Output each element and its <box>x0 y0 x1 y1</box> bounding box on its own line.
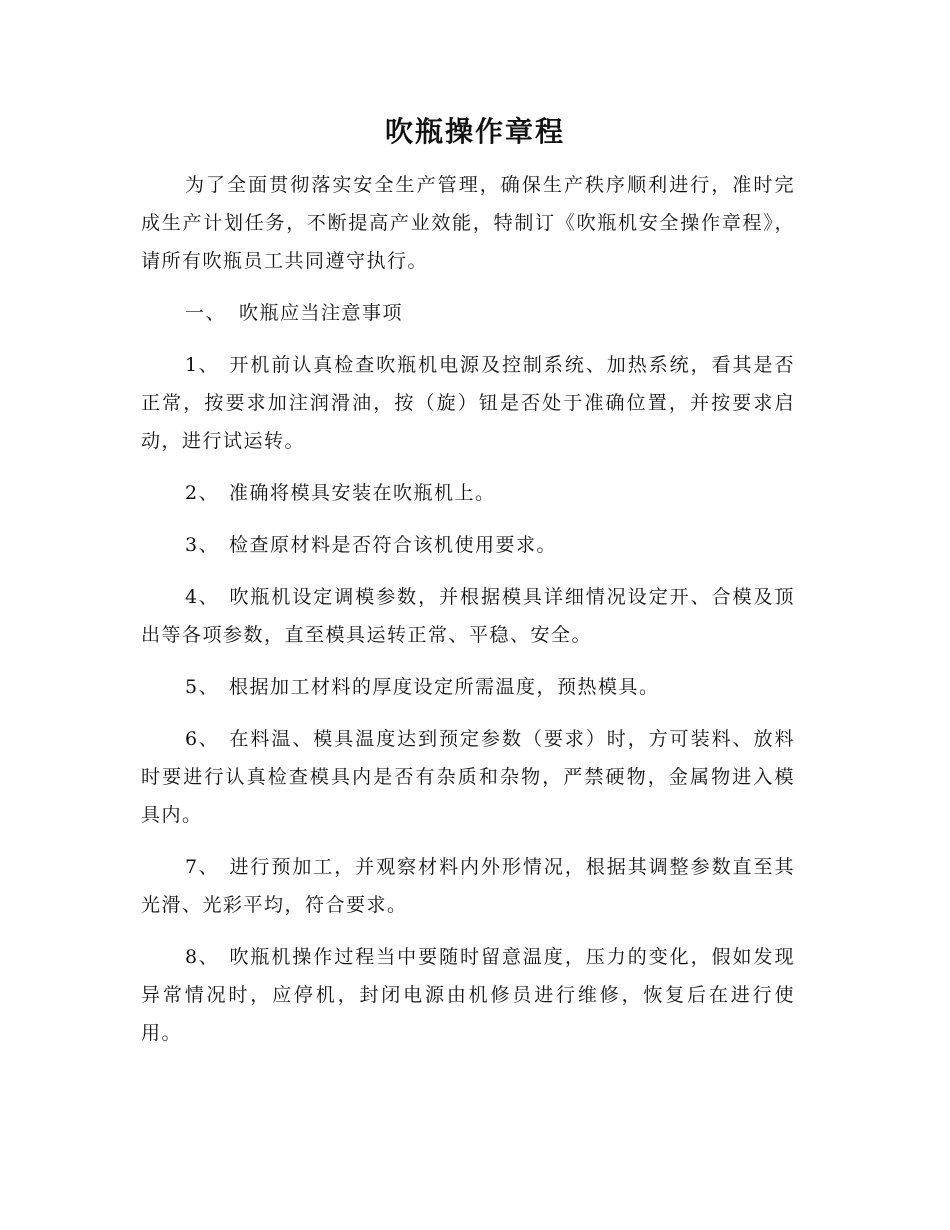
section-heading-text: 吹瓶应当注意事项 <box>239 302 404 324</box>
item-number: 8、 <box>185 946 220 968</box>
item-text: 根据加工材料的厚度设定所需温度，预热模具。 <box>229 676 660 698</box>
list-item <box>141 474 795 512</box>
list-item <box>141 848 795 924</box>
item-number: 2、 <box>185 482 220 504</box>
item-number: 3、 <box>185 534 220 556</box>
item-number: 5、 <box>185 676 220 698</box>
item-text: 吹瓶机操作过程当中要随时留意温度，压力的变化，假如发现异常情况时，应停机，封闭电源由机修员进行维修，恢复后在进行使用。 <box>141 946 795 1044</box>
item-text: 开机前认真检查吹瓶机电源及控制系统、加热系统，看其是否正常，按要求加注润滑油，按（旋）钮是否处于准确位置，并按要求启动，进行试运转。 <box>141 354 795 452</box>
list-item <box>141 668 795 706</box>
section-heading <box>141 294 795 332</box>
item-text: 在料温、模具温度达到预定参数（要求）时，方可装料、放料时要进行认真检查模具内是否有杂质和杂物，严禁硬物，金属物进入模具内。 <box>141 728 795 826</box>
item-text: 进行预加工，并观察材料内外形情况，根据其调整参数直至其光滑、光彩平均，符合要求。 <box>141 856 795 916</box>
document-title: 吹瓶操作章程 <box>384 115 565 148</box>
list-item <box>141 938 795 1052</box>
list-item <box>141 346 795 460</box>
section-number: 一、 <box>185 302 227 324</box>
item-number: 1、 <box>185 354 220 376</box>
item-number: 4、 <box>185 586 220 608</box>
intro-paragraph: 为了全面贯彻落实安全生产管理，确保生产秩序顺利进行，准时完成生产计划任务，不断提高产业效能，特制订《吹瓶机安全操作章程》，请所有吹瓶员工共同遵守执行。 <box>141 174 795 272</box>
item-number: 6、 <box>185 728 220 750</box>
document-body <box>141 166 795 1066</box>
item-text: 吹瓶机设定调模参数，并根据模具详细情况设定开、合模及顶出等各项参数，直至模具运转正常、平稳、安全。 <box>141 586 795 646</box>
list-item <box>141 526 795 564</box>
item-text: 检查原材料是否符合该机使用要求。 <box>229 534 558 556</box>
item-number: 7、 <box>185 856 220 878</box>
item-text: 准确将模具安装在吹瓶机上。 <box>229 482 496 504</box>
list-item <box>141 578 795 654</box>
list-item <box>141 720 795 834</box>
